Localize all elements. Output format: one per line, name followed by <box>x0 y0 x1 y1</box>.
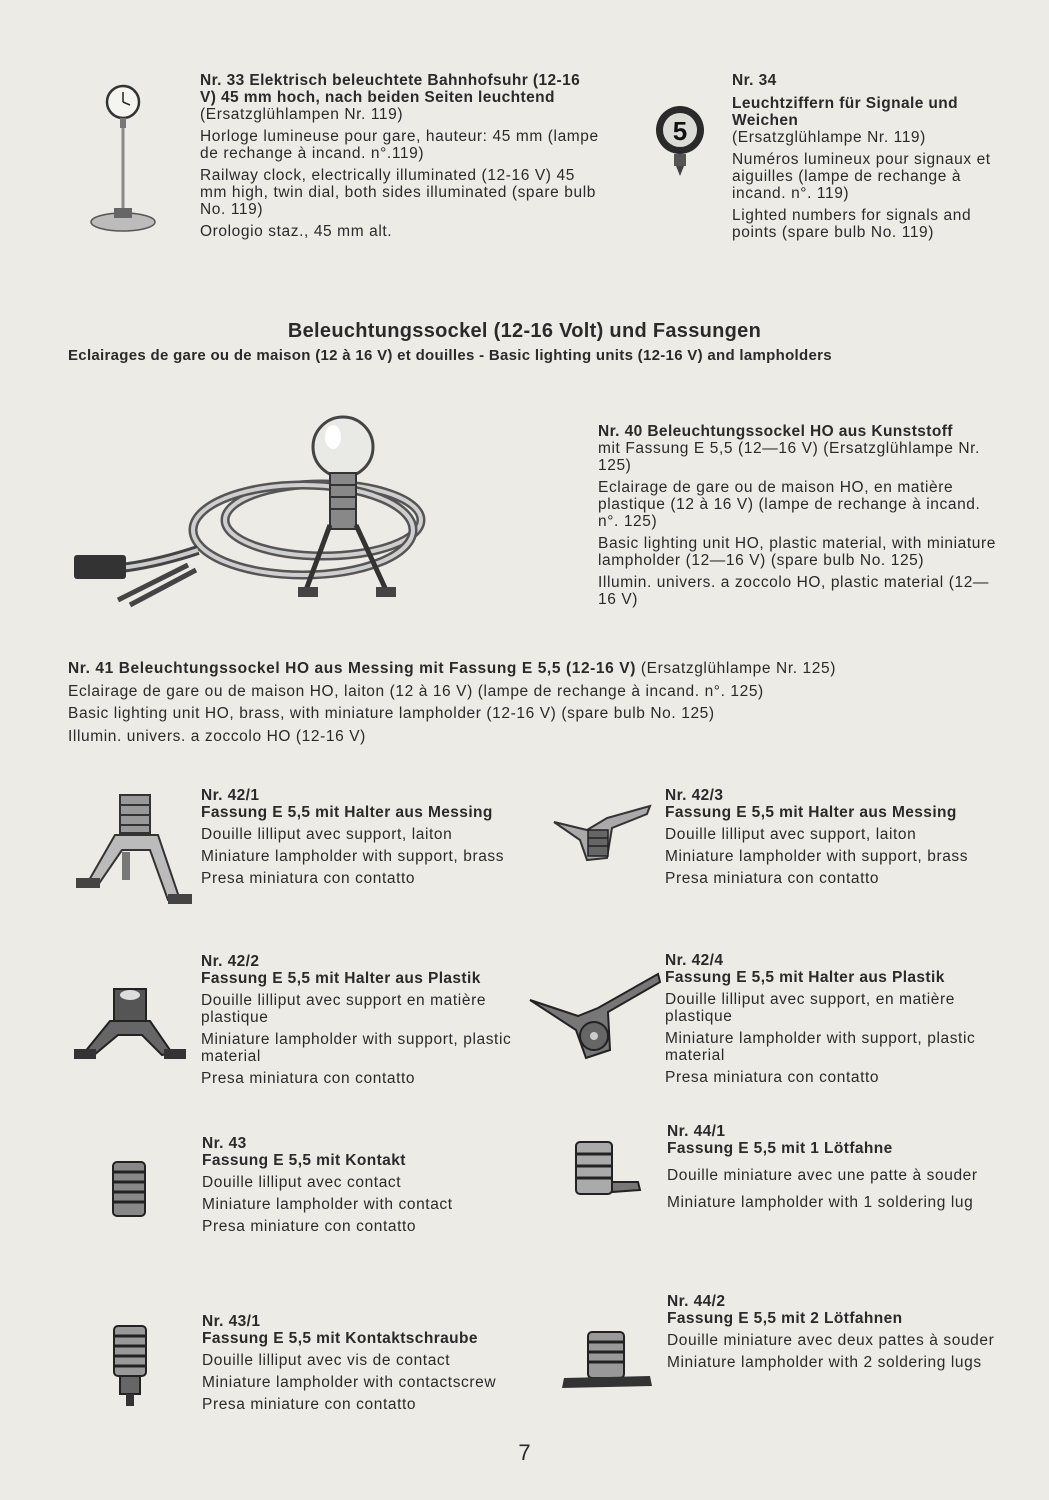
item-nr42-2-fr: Douille lilliput avec support en matière plastique <box>201 992 487 1026</box>
station-clock-figure <box>88 80 158 240</box>
item-nr43-1-title: Fassung E 5,5 mit Kontaktschraube <box>202 1330 478 1347</box>
item-nr42-2 <box>201 953 531 1087</box>
item-nr42-4-en: Miniature lampholder with support, plastic material <box>665 1030 976 1064</box>
item-nr43-en: Miniature lampholder with contact <box>202 1196 453 1213</box>
item-nr40 <box>598 423 1003 608</box>
figure-digit: 5 <box>672 116 688 146</box>
item-nr44-2-fr: Douille miniature avec deux pattes à souder <box>667 1332 995 1349</box>
item-nr42-3-it: Presa miniatura con contatto <box>665 870 880 887</box>
item-nr44-1-fr: Douille miniature avec une patte à souder <box>667 1167 978 1184</box>
item-nr43 <box>202 1135 532 1235</box>
item-nr44-2-en: Miniature lampholder with 2 soldering lugs <box>667 1354 982 1371</box>
item-nr41-fr: Eclairage de gare ou de maison HO, laiton (12 à 16 V) (lampe de rechange à incand. n°. 125) <box>68 682 764 700</box>
illuminated-number-figure <box>652 100 708 180</box>
item-nr42-3-fr: Douille lilliput avec support, laiton <box>665 826 917 843</box>
item-nr42-4-it: Presa miniatura con contatto <box>665 1069 880 1086</box>
item-nr42-2-number: Nr. 42/2 <box>201 953 260 970</box>
lampholder-brass-clip-figure <box>552 800 652 870</box>
item-nr43-1-number: Nr. 43/1 <box>202 1313 261 1330</box>
item-nr40-fr: Eclairage de gare ou de maison HO, en matière plastique (12 à 16 V) (lampe de rechange à incand. n°. 125) <box>598 479 981 530</box>
item-nr43-title: Fassung E 5,5 mit Kontakt <box>202 1152 406 1169</box>
lampholder-contact-screw-figure <box>108 1322 152 1410</box>
item-nr33-en: Railway clock, electrically illuminated (12-16 V) 45 mm high, twin dial, both sides illuminated (spare bulb No. 119) <box>200 167 596 218</box>
page-number: 7 <box>518 1440 531 1465</box>
item-nr42-3-number: Nr. 42/3 <box>665 787 724 804</box>
lampholder-plastic-support-figure <box>72 985 190 1067</box>
item-nr33-it: Orologio staz., 45 mm alt. <box>200 223 393 240</box>
section-title: Beleuchtungssockel (12-16 Volt) und Fassungen <box>287 320 762 342</box>
item-nr42-1-fr: Douille lilliput avec support, laiton <box>201 826 453 843</box>
item-nr43-it: Presa miniature con contatto <box>202 1218 417 1235</box>
item-nr33-title: Nr. 33 Elektrisch beleuchtete Bahnhofsuhr (12-16 V) 45 mm hoch, nach beiden Seiten leuchtend <box>200 72 581 106</box>
item-nr40-de: mit Fassung E 5,5 (12—16 V) (Ersatzglühlampe Nr. 125) <box>598 440 980 474</box>
item-nr41-bulb: (Ersatzglühlampe Nr. 125) <box>640 660 836 677</box>
item-nr34 <box>732 72 1007 241</box>
item-nr42-1-it: Presa miniatura con contatto <box>201 870 416 887</box>
lighting-socket-figure <box>68 405 438 610</box>
item-nr44-2-number: Nr. 44/2 <box>667 1293 726 1310</box>
item-nr42-2-it: Presa miniatura con contatto <box>201 1070 416 1087</box>
item-nr43-1-en: Miniature lampholder with contactscrew <box>202 1374 497 1391</box>
item-nr42-1 <box>201 787 546 887</box>
item-nr40-title: Nr. 40 Beleuchtungssockel HO aus Kunststoff <box>598 423 953 440</box>
lampholder-brass-support-figure <box>70 790 195 915</box>
item-nr44-1 <box>667 1123 997 1211</box>
item-nr42-3 <box>665 787 1000 887</box>
item-nr42-4-number: Nr. 42/4 <box>665 952 724 969</box>
item-nr41-title: Nr. 41 Beleuchtungssockel HO aus Messing mit Fassung E 5,5 (12-16 V) <box>68 660 636 677</box>
lampholder-two-lugs-figure <box>560 1328 655 1394</box>
item-nr41 <box>68 658 836 748</box>
item-nr40-it: Illumin. univers. a zoccolo HO, plastic material (12—16 V) <box>598 574 990 608</box>
item-nr43-1 <box>202 1313 547 1413</box>
item-nr42-2-en: Miniature lampholder with support, plastic material <box>201 1031 512 1065</box>
item-nr42-4-title: Fassung E 5,5 mit Halter aus Plastik <box>665 969 945 986</box>
item-nr33 <box>200 72 600 240</box>
item-nr42-4 <box>665 952 1000 1086</box>
item-nr34-en: Lighted numbers for signals and points (spare bulb No. 119) <box>732 207 972 241</box>
item-nr42-4-fr: Douille lilliput avec support, en matière plastique <box>665 991 955 1025</box>
item-nr34-fr: Numéros lumineux pour signaux et aiguilles (lampe de rechange à incand. n°. 119) <box>732 151 991 202</box>
item-nr42-1-number: Nr. 42/1 <box>201 787 260 804</box>
item-nr34-bulb: (Ersatzglühlampe Nr. 119) <box>732 129 926 146</box>
item-nr40-en: Basic lighting unit HO, plastic material, with miniature lampholder (12—16 V) (spare bulb No. 125) <box>598 535 996 569</box>
section-subtitle: Eclairages de gare ou de maison (12 à 16 V) et douilles - Basic lighting units (12-16 V) and lampholders <box>68 347 832 364</box>
item-nr43-fr: Douille lilliput avec contact <box>202 1174 402 1191</box>
item-nr44-1-title: Fassung E 5,5 mit 1 Lötfahne <box>667 1140 893 1157</box>
item-nr44-2-title: Fassung E 5,5 mit 2 Lötfahnen <box>667 1310 903 1327</box>
item-nr42-1-title: Fassung E 5,5 mit Halter aus Messing <box>201 804 493 821</box>
item-nr42-3-title: Fassung E 5,5 mit Halter aus Messing <box>665 804 957 821</box>
item-nr44-1-number: Nr. 44/1 <box>667 1123 726 1140</box>
lampholder-one-lug-figure <box>572 1138 644 1202</box>
item-nr42-1-en: Miniature lampholder with support, brass <box>201 848 505 865</box>
item-nr43-1-it: Presa miniature con contatto <box>202 1396 417 1413</box>
item-nr42-3-en: Miniature lampholder with support, brass <box>665 848 969 865</box>
item-nr33-bulb: (Ersatzglühlampen Nr. 119) <box>200 106 404 123</box>
lampholder-plastic-clip-figure <box>528 968 663 1068</box>
item-nr34-title: Leuchtziffern für Signale und Weichen <box>732 95 959 129</box>
item-nr33-fr: Horloge lumineuse pour gare, hauteur: 45 mm (lampe de rechange à incand. n°.119) <box>200 128 599 162</box>
item-nr43-1-fr: Douille lilliput avec vis de contact <box>202 1352 451 1369</box>
item-nr41-en: Basic lighting unit HO, brass, with miniature lampholder (12-16 V) (spare bulb No. 125) <box>68 705 715 722</box>
item-nr44-2 <box>667 1293 997 1371</box>
item-nr42-2-title: Fassung E 5,5 mit Halter aus Plastik <box>201 970 481 987</box>
item-nr34-number: Nr. 34 <box>732 72 777 89</box>
item-nr41-it: Illumin. univers. a zoccolo HO (12-16 V) <box>68 727 366 745</box>
lampholder-contact-figure <box>107 1158 151 1222</box>
item-nr44-1-en: Miniature lampholder with 1 soldering lug <box>667 1194 974 1211</box>
item-nr43-number: Nr. 43 <box>202 1135 247 1152</box>
